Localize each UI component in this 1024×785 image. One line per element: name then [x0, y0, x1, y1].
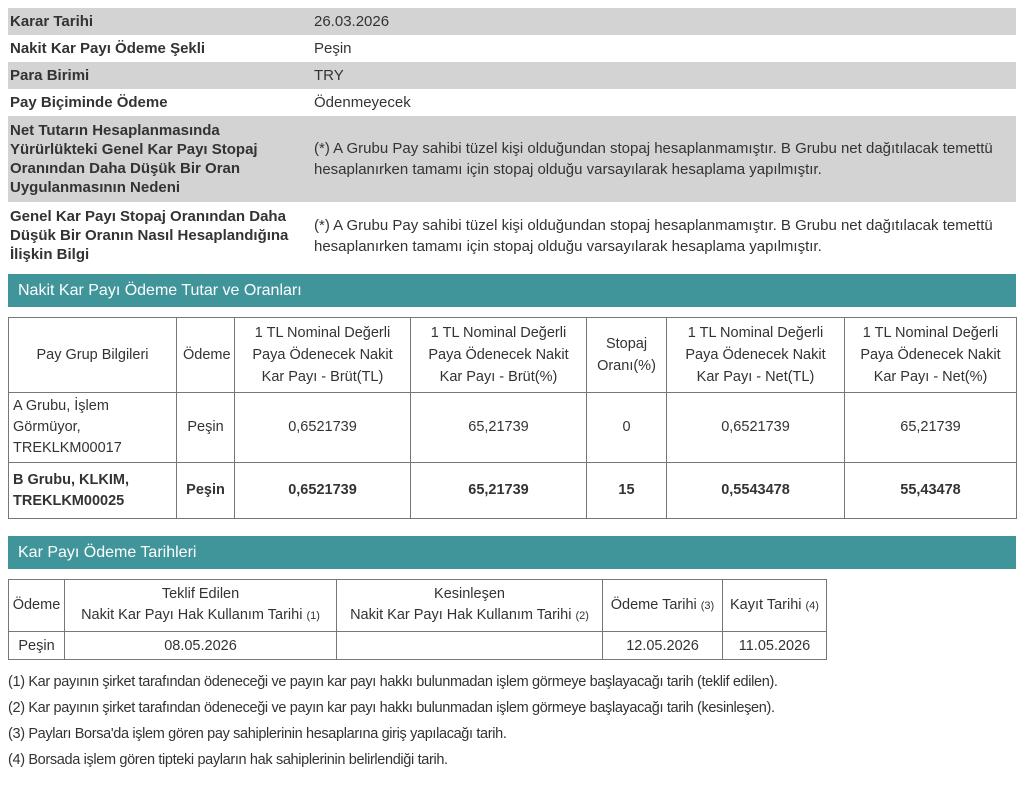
info-label: Karar Tarihi [10, 13, 94, 30]
footnote-2: (2) Kar payının şirket tarafından ödeneceği ve payın kar payı hakkı bulunmadan işlem görmeye başlayacağı tarih (kesinleşen). [8, 700, 775, 716]
col-header-teklif-edilen [65, 580, 337, 632]
footnote-4: (4) Borsada işlem gören tipteki payların hak sahiplerinin belirlendiği tarih. [8, 752, 448, 768]
cell-brut-pct: 65,21739 [411, 463, 587, 519]
info-row-karar-tarihi [8, 8, 1016, 35]
header-line1: Teklif Edilen [161, 586, 240, 602]
cell-kesin-tarihi [337, 632, 603, 660]
col-header-kesinlesen [337, 580, 603, 632]
info-value: 26.03.2026 [314, 13, 390, 30]
footnote-ref: (3) [700, 599, 715, 612]
dates-data-row [9, 632, 827, 660]
col-header-net-pct: 1 TL Nominal Değerli Paya Ödenecek Nakit Kar Payı - Net(%) [845, 318, 1017, 393]
col-header-odeme: Ödeme [177, 318, 235, 393]
info-label: Para Birimi [10, 67, 90, 84]
col-header-odeme: Ödeme [9, 580, 65, 632]
cell-odeme: Peşin [177, 393, 235, 463]
cell-stopaj: 0 [587, 393, 667, 463]
cell-stopaj: 15 [587, 463, 667, 519]
info-row-para-birimi [8, 62, 1016, 89]
cell-brut-tl: 0,6521739 [235, 393, 411, 463]
cell-net-tl: 0,6521739 [667, 393, 845, 463]
footnote-ref: (2) [575, 610, 589, 622]
header-line2: Nakit Kar Payı Hak Kullanım Tarihi (1) [81, 607, 320, 623]
header-line2: Nakit Kar Payı Hak Kullanım Tarihi (2) [350, 607, 589, 623]
info-row-stopaj-nedeni [8, 116, 1016, 202]
footnote-3: (3) Payları Borsa'da işlem gören pay sahiplerinin hesaplarına giriş yapılacağı tarih. [8, 726, 507, 742]
cell-net-pct: 65,21739 [845, 393, 1017, 463]
cell-net-tl: 0,5543478 [667, 463, 845, 519]
section-title-amounts: Nakit Kar Payı Ödeme Tutar ve Oranları [8, 274, 1016, 307]
info-row-pay-biciminde-odeme [8, 89, 1016, 116]
col-header-net-tl: 1 TL Nominal Değerli Paya Ödenecek Nakit Kar Payı - Net(TL) [667, 318, 845, 393]
info-row-stopaj-bilgi [8, 202, 1016, 269]
col-header-pay-grup: Pay Grup Bilgileri [9, 318, 177, 393]
cell-net-pct: 55,43478 [845, 463, 1017, 519]
footnote-ref: (4) [805, 599, 819, 612]
col-header-odeme-tarihi: Ödeme Tarihi (3) [603, 580, 723, 632]
info-row-odeme-sekli [8, 35, 1016, 62]
cell-teklif-tarihi: 08.05.2026 [65, 632, 337, 660]
footnote-ref: (1) [306, 610, 320, 622]
amounts-header-row [9, 318, 1017, 393]
cell-odeme: Peşin [177, 463, 235, 519]
dates-header-row [9, 580, 827, 632]
col-header-kayit-tarihi: Kayıt Tarihi (4) [723, 580, 827, 632]
info-label: Pay Biçiminde Ödeme [10, 94, 168, 111]
footnote-1: (1) Kar payının şirket tarafından ödeneceği ve payın kar payı hakkı bulunmadan işlem görmeye başlayacağı tarih (teklif edilen). [8, 674, 778, 690]
amounts-table [8, 317, 1017, 519]
table-row-a-grubu [9, 393, 1017, 463]
col-header-brut-pct: 1 TL Nominal Değerli Paya Ödenecek Nakit Kar Payı - Brüt(%) [411, 318, 587, 393]
dates-table [8, 579, 827, 660]
info-label: Net Tutarın Hesaplanmasında Yürürlükteki Genel Kar Payı Stopaj Oranından Daha Düşük Bir Oran Uygulanmasının Nedeni [10, 122, 258, 196]
footnotes [8, 673, 1016, 769]
info-value: (*) A Grubu Pay sahibi tüzel kişi olduğundan stopaj hesaplanmamıştır. B Grubu net dağıtılacak temettü hesaplanırken tamamı için stopaj olduğu varsayılarak hesaplama yapılmıştır. [314, 140, 993, 178]
info-value: Ödenmeyecek [314, 94, 411, 111]
cell-kayit-tarihi: 11.05.2026 [723, 632, 827, 660]
header-line1: Kesinleşen [434, 586, 505, 602]
info-value: (*) A Grubu Pay sahibi tüzel kişi olduğundan stopaj hesaplanmamıştır. B Grubu net dağıtılacak temettü hesaplanırken tamamı için stopaj olduğu varsayılarak hesaplama yapılmıştır. [314, 216, 993, 255]
cell-pay-grup: B Grubu, KLKIM, TREKLKM00025 [9, 463, 177, 519]
info-rows [8, 8, 1016, 269]
info-label: Nakit Kar Payı Ödeme Şekli [10, 40, 206, 57]
table-row-b-grubu [9, 463, 1017, 519]
section-title-dates: Kar Payı Ödeme Tarihleri [8, 536, 1016, 569]
cell-odeme-tarihi: 12.05.2026 [603, 632, 723, 660]
info-label: Genel Kar Payı Stopaj Oranından Daha Düşük Bir Oranın Nasıl Hesaplandığına İlişkin Bilgi [10, 208, 289, 263]
info-value: TRY [314, 67, 344, 84]
cell-brut-pct: 65,21739 [411, 393, 587, 463]
col-header-stopaj: Stopaj Oranı(%) [587, 318, 667, 393]
cell-odeme: Peşin [9, 632, 65, 660]
col-header-brut-tl: 1 TL Nominal Değerli Paya Ödenecek Nakit Kar Payı - Brüt(TL) [235, 318, 411, 393]
cell-brut-tl: 0,6521739 [235, 463, 411, 519]
cell-pay-grup: A Grubu, İşlem Görmüyor, TREKLKM00017 [9, 393, 177, 463]
info-value: Peşin [314, 40, 352, 57]
